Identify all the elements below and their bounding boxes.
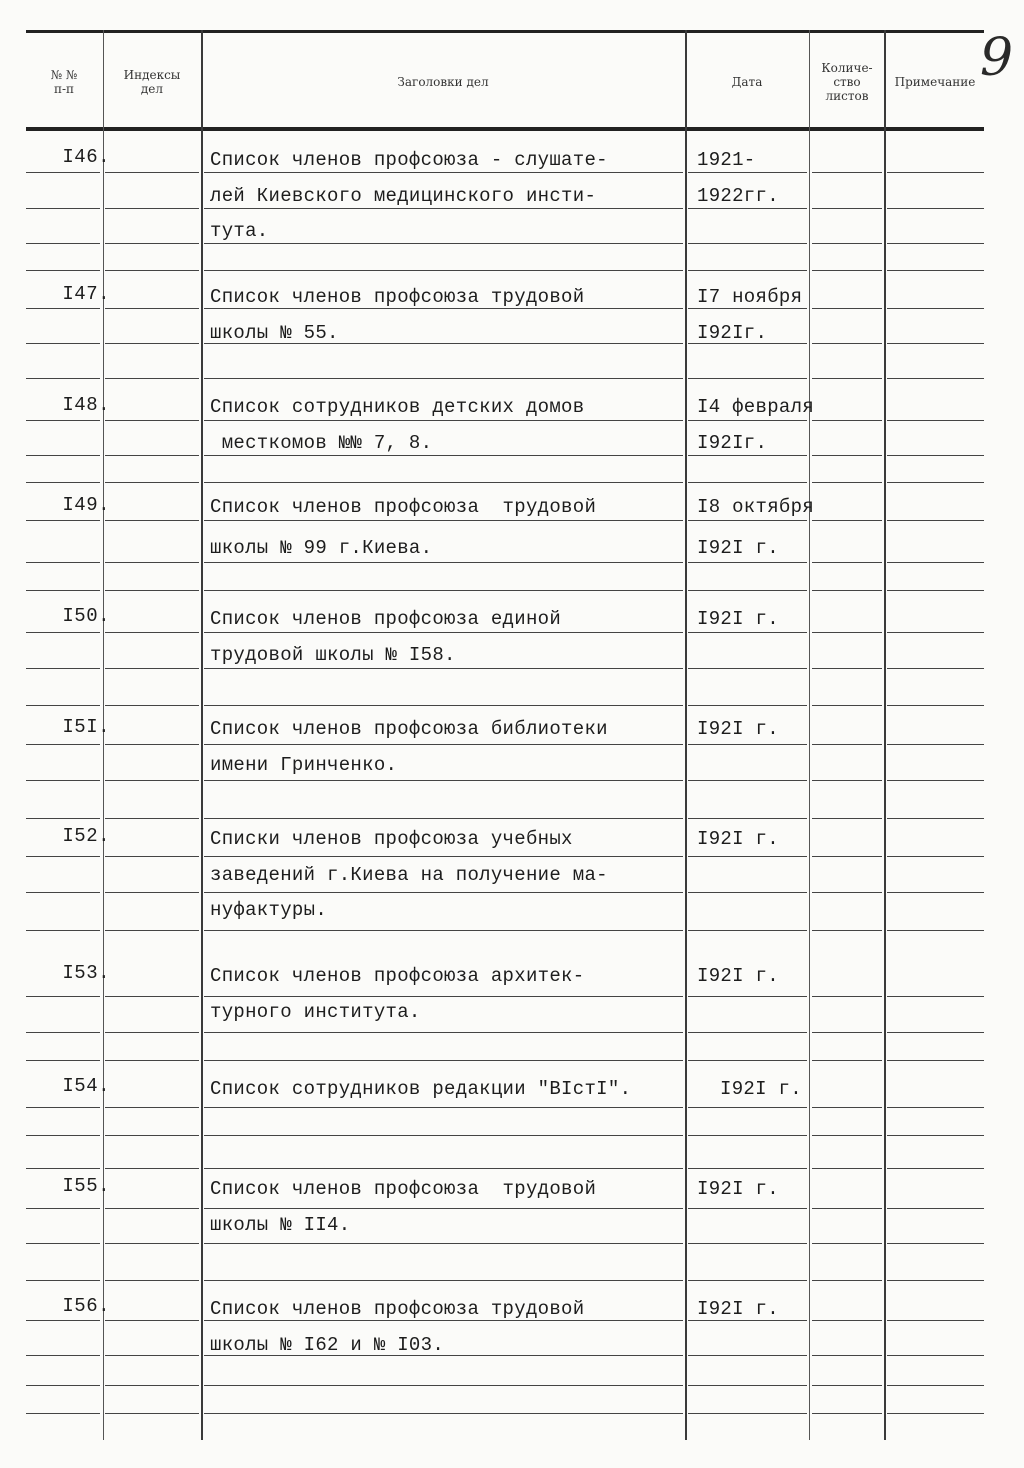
ruled-line: [105, 270, 199, 271]
ruled-line: [204, 1032, 683, 1033]
entry-date: I92I г.: [697, 718, 779, 740]
ruled-line: [26, 780, 100, 781]
ruled-line: [105, 1135, 199, 1136]
ruled-line: [105, 1385, 199, 1386]
ruled-line: [887, 818, 984, 819]
ruled-line: [105, 1208, 199, 1209]
ruled-line: [204, 1060, 683, 1061]
ruled-line: [887, 1385, 984, 1386]
ruled-line: [26, 1385, 100, 1386]
entry-date: I92I г.: [697, 1178, 779, 1200]
entry-title: Список членов профсоюза трудовой школы № 55.: [210, 286, 585, 344]
entry-number: I52.: [62, 825, 110, 847]
ruled-line: [105, 1032, 199, 1033]
ruled-line: [26, 1135, 100, 1136]
ruled-line: [812, 1060, 882, 1061]
ruled-line: [887, 930, 984, 931]
ruled-line: [26, 590, 100, 591]
ruled-line: [204, 378, 683, 379]
ruled-line: [26, 996, 100, 997]
ruled-line: [26, 1320, 100, 1321]
ruled-line: [204, 1280, 683, 1281]
ruled-line: [105, 1355, 199, 1356]
ruled-line: [26, 420, 100, 421]
entry-title: Список членов профсоюза единой трудовой школы № I58.: [210, 608, 562, 666]
ruled-line: [812, 1355, 882, 1356]
ruled-line: [105, 343, 199, 344]
ruled-line: [105, 520, 199, 521]
ruled-line: [887, 744, 984, 745]
ruled-line: [26, 705, 100, 706]
entry-number: I53.: [62, 962, 110, 984]
ruled-line: [26, 208, 100, 209]
ruled-line: [887, 420, 984, 421]
ruled-line: [887, 590, 984, 591]
ruled-line: [887, 1320, 984, 1321]
ruled-line: [26, 1355, 100, 1356]
ruled-line: [204, 482, 683, 483]
header-top-rule: [26, 30, 984, 33]
ruled-line: [26, 856, 100, 857]
ruled-line: [105, 996, 199, 997]
ruled-line: [105, 705, 199, 706]
ruled-line: [812, 270, 882, 271]
ruled-line: [887, 668, 984, 669]
entry-number: I49.: [62, 494, 110, 516]
ruled-line: [105, 590, 199, 591]
ruled-line: [26, 1208, 100, 1209]
ruled-line: [105, 420, 199, 421]
ruled-line: [105, 1280, 199, 1281]
ruled-line: [105, 1243, 199, 1244]
ruled-line: [887, 308, 984, 309]
ruled-line: [887, 378, 984, 379]
ruled-line: [887, 270, 984, 271]
header-col-title: Заголовки дел: [397, 75, 489, 89]
ruled-line: [105, 308, 199, 309]
ruled-line: [26, 1243, 100, 1244]
ruled-line: [26, 1413, 100, 1414]
ruled-line: [887, 780, 984, 781]
ruled-line: [105, 455, 199, 456]
ruled-line: [26, 1060, 100, 1061]
ruled-line: [812, 1135, 882, 1136]
ruled-line: [204, 818, 683, 819]
ruled-line: [26, 520, 100, 521]
entry-title: Список членов профсоюза библиотеки имени Гринченко.: [210, 718, 608, 776]
ruled-line: [812, 892, 882, 893]
ruled-line: [688, 1032, 807, 1033]
entry-title: Список членов профсоюза архитек- турного института.: [210, 965, 585, 1023]
ruled-line: [887, 482, 984, 483]
ruled-line: [26, 1032, 100, 1033]
ruled-line: [887, 632, 984, 633]
ruled-line: [26, 1280, 100, 1281]
ruled-line: [105, 1168, 199, 1169]
ruled-line: [812, 1280, 882, 1281]
ruled-line: [105, 562, 199, 563]
entry-date: I92I г.: [697, 1298, 779, 1320]
header-col-number: № № п-п: [50, 68, 78, 96]
column-line: [884, 30, 886, 1440]
ruled-line: [105, 482, 199, 483]
ruled-line: [688, 705, 807, 706]
ruled-line: [105, 208, 199, 209]
entry-number: I48.: [62, 394, 110, 416]
ruled-line: [887, 1107, 984, 1108]
ruled-line: [812, 378, 882, 379]
entry-title: Списки членов профсоюза учебных заведений г.Киева на получение ма- нуфактуры.: [210, 828, 608, 921]
ruled-line: [26, 172, 100, 173]
ruled-line: [105, 243, 199, 244]
entry-number: I54.: [62, 1075, 110, 1097]
entry-date: I92I г.: [697, 608, 779, 630]
ruled-line: [688, 482, 807, 483]
ruled-line: [812, 705, 882, 706]
ruled-line: [688, 1168, 807, 1169]
ruled-line: [26, 744, 100, 745]
ruled-line: [105, 1320, 199, 1321]
ruled-line: [812, 996, 882, 997]
ruled-line: [204, 930, 683, 931]
ruled-line: [105, 930, 199, 931]
ruled-line: [105, 378, 199, 379]
ruled-line: [26, 632, 100, 633]
entry-number: I47.: [62, 283, 110, 305]
ruled-line: [688, 892, 807, 893]
ruled-line: [105, 1107, 199, 1108]
ruled-line: [105, 780, 199, 781]
ruled-line: [887, 562, 984, 563]
ruled-line: [812, 780, 882, 781]
ruled-line: [688, 1355, 807, 1356]
ruled-line: [688, 590, 807, 591]
entry-title: Список членов профсоюза трудовой школы № I62 и № I03.: [210, 1298, 585, 1356]
entry-title: Список членов профсоюза - слушате- лей Киевского медицинского инсти- тута.: [210, 149, 608, 242]
ruled-line: [812, 930, 882, 931]
header-col-date: Дата: [731, 75, 763, 89]
ruled-line: [26, 455, 100, 456]
entry-date: I4 февраля I92Iг.: [697, 396, 815, 454]
header-col-count: Количе- ство листов: [821, 61, 873, 103]
entry-number: I5I.: [62, 716, 110, 738]
ruled-line: [887, 208, 984, 209]
column-line: [201, 30, 203, 1440]
ruled-line: [812, 590, 882, 591]
ruled-line: [887, 520, 984, 521]
ruled-line: [812, 1032, 882, 1033]
ruled-line: [812, 1413, 882, 1414]
entry-date: I92I г.: [697, 828, 779, 850]
ruled-line: [26, 270, 100, 271]
ruled-line: [688, 668, 807, 669]
header-col-note: Примечание: [894, 75, 976, 89]
ruled-line: [887, 856, 984, 857]
entry-title: Список сотрудников детских домов месткомов №№ 7, 8.: [210, 396, 585, 454]
ruled-line: [887, 1355, 984, 1356]
ruled-line: [105, 172, 199, 173]
ruled-line: [812, 818, 882, 819]
ruled-line: [688, 818, 807, 819]
ruled-line: [887, 455, 984, 456]
ruled-line: [105, 744, 199, 745]
ruled-line: [887, 1243, 984, 1244]
ruled-line: [105, 892, 199, 893]
entry-number: I56.: [62, 1295, 110, 1317]
ruled-line: [688, 1208, 807, 1209]
entry-date: I92I г.: [720, 1078, 802, 1100]
ruled-line: [105, 856, 199, 857]
ruled-line: [26, 668, 100, 669]
ruled-line: [204, 1135, 683, 1136]
ruled-line: [26, 1107, 100, 1108]
ruled-line: [812, 1168, 882, 1169]
ruled-line: [688, 1135, 807, 1136]
ruled-line: [26, 482, 100, 483]
ruled-line: [887, 172, 984, 173]
ruled-line: [887, 1280, 984, 1281]
ruled-line: [688, 1060, 807, 1061]
ruled-line: [812, 1385, 882, 1386]
entry-title: Список членов профсоюза трудовой школы № 99 г.Киева.: [210, 496, 597, 559]
ruled-line: [105, 632, 199, 633]
ruled-line: [887, 1413, 984, 1414]
ruled-line: [688, 1280, 807, 1281]
ruled-line: [887, 1208, 984, 1209]
ruled-line: [204, 1243, 683, 1244]
entry-number: I46.: [62, 146, 110, 168]
entry-date: I7 ноября I92Iг.: [697, 286, 803, 344]
ruled-line: [204, 705, 683, 706]
ruled-line: [887, 343, 984, 344]
ruled-line: [887, 705, 984, 706]
ruled-line: [204, 1168, 683, 1169]
page-number: 9: [980, 28, 1014, 88]
entry-date: I8 октября I92I г.: [697, 496, 815, 559]
ruled-line: [688, 780, 807, 781]
ruled-line: [812, 1243, 882, 1244]
entry-number: I50.: [62, 605, 110, 627]
ruled-line: [26, 930, 100, 931]
ruled-line: [887, 1060, 984, 1061]
ruled-line: [105, 818, 199, 819]
ruled-line: [26, 1168, 100, 1169]
ruled-line: [688, 1243, 807, 1244]
ruled-line: [26, 892, 100, 893]
entry-date: 1921- 1922гг.: [697, 149, 779, 207]
ruled-line: [688, 1413, 807, 1414]
ruled-line: [26, 243, 100, 244]
ruled-line: [688, 1385, 807, 1386]
entry-number: I55.: [62, 1175, 110, 1197]
ruled-line: [688, 378, 807, 379]
ruled-line: [887, 1168, 984, 1169]
ruled-line: [204, 590, 683, 591]
header-col-index: Индексы дел: [123, 68, 181, 96]
ruled-line: [887, 243, 984, 244]
ruled-line: [105, 1060, 199, 1061]
ruled-line: [812, 482, 882, 483]
entry-title: Список членов профсоюза трудовой школы № II4.: [210, 1178, 597, 1236]
ruled-line: [26, 562, 100, 563]
ruled-line: [887, 996, 984, 997]
ruled-line: [688, 996, 807, 997]
ruled-line: [204, 1385, 683, 1386]
ruled-line: [688, 930, 807, 931]
ruled-line: [26, 343, 100, 344]
ruled-line: [812, 1208, 882, 1209]
ruled-line: [812, 668, 882, 669]
entry-date: I92I г.: [697, 965, 779, 987]
ruled-line: [688, 243, 807, 244]
ruled-line: [26, 308, 100, 309]
ruled-line: [887, 1135, 984, 1136]
ruled-line: [105, 668, 199, 669]
ruled-line: [812, 243, 882, 244]
ruled-line: [887, 1032, 984, 1033]
ruled-line: [688, 270, 807, 271]
ruled-line: [204, 1413, 683, 1414]
ruled-line: [105, 1413, 199, 1414]
ruled-line: [887, 892, 984, 893]
ruled-line: [26, 378, 100, 379]
ruled-line: [204, 270, 683, 271]
entry-title: Список сотрудников редакции "ВIстI".: [210, 1078, 632, 1100]
ruled-line: [26, 818, 100, 819]
